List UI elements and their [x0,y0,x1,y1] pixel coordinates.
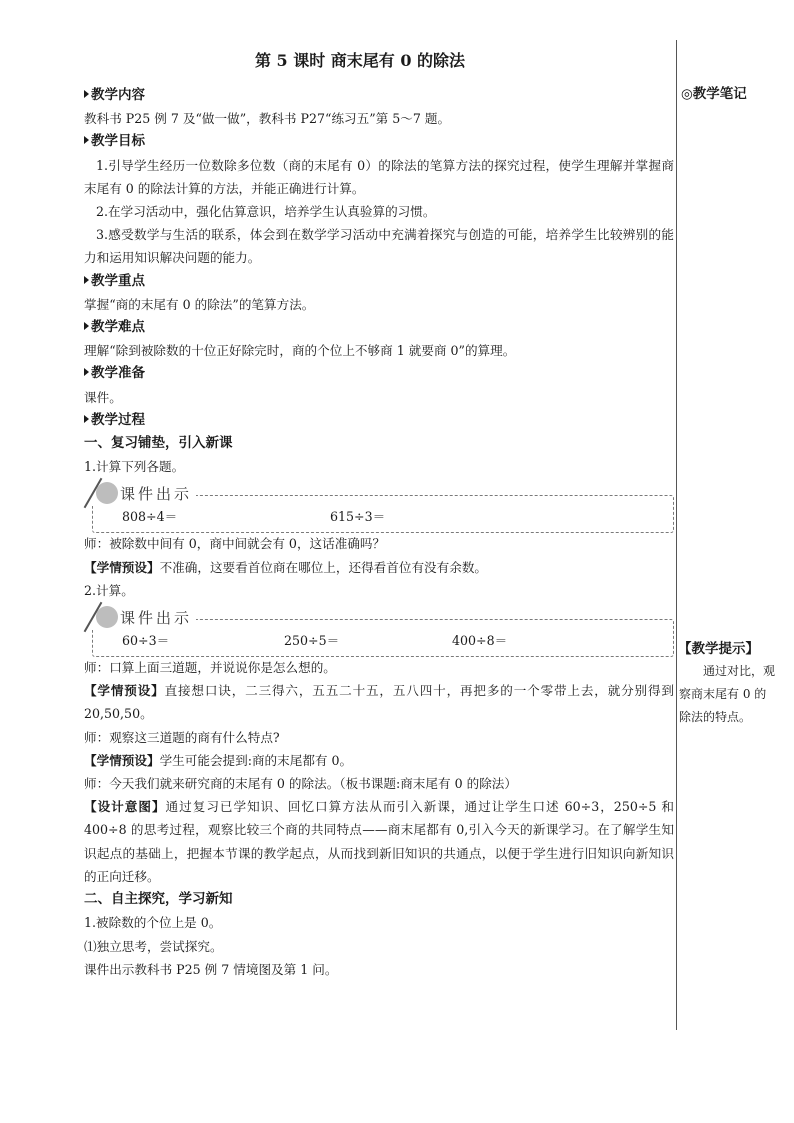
part1-step2: 2.计算。 [84,582,134,598]
teaching-tip-heading: 【教学提示】 [678,641,759,657]
tip-line: 察商末尾有 0 的 [679,687,767,701]
triangle-bullet-icon [84,368,89,376]
section-heading-prep: 教学准备 [84,362,674,385]
slash-icon [84,602,103,632]
equation: 808÷4＝ [122,509,178,525]
key-text: 掌握“商的末尾有 0 的除法”的笔算方法。 [84,296,315,312]
margin-divider [676,40,677,1030]
teacher-question: 师：今天我们就来研究商的末尾有 0 的除法。（板书课题:商末尾有 0 的除法） [84,776,517,792]
courseware-box-2 [84,608,674,652]
part2-heading: 二、自主探究，学习新知 [84,891,233,908]
equation: 250÷5＝ [284,633,340,649]
courseware-circle-icon [96,606,118,628]
section-heading-difficulty: 教学难点 [84,316,674,339]
part2-text1: 课件出示教科书 P25 例 7 情境图及第 1 问。 [84,961,338,977]
teacher-question: 师：观察这三道题的商有什么特点? [84,729,280,745]
courseware-box-1 [84,484,674,528]
main-content [84,84,674,981]
courseware-label: 课件出示 [84,480,196,506]
tip-line: 除法的特点。 [679,710,752,724]
content-text: 教科书 P25 例 7 及“做一做”，教科书 P27“练习五”第 5～7 题。 [84,111,451,127]
section-heading-content: 教学内容 [84,84,674,107]
design-intent: 【设计意图】通过复习已学知识、回忆口算方法从而引入新课，通过让学生口述 60÷3，250÷5 和 400÷8 的思考过程，观察比较三个商的共同特点——商末尾都有 0,引入今天的新课学习。在了解学生知识起点的基础上，把握本节课的教学起点，从而找到新旧知识的共通点，以便于学生进行旧知识向新知识的正向迁移。 [84,799,675,884]
teacher-question: 师：口算上面三道题，并说说你是怎么想的。 [84,660,336,676]
triangle-bullet-icon [84,136,89,144]
slash-icon [84,478,103,508]
triangle-bullet-icon [84,90,89,98]
triangle-bullet-icon [84,322,89,330]
tip-line: 通过对比，观 [703,664,776,678]
prep-text: 课件。 [84,389,122,405]
student-preset: 【学情预设】学生可能会提到:商的末尾都有 0。 [84,752,353,768]
equation: 400÷8＝ [452,633,508,649]
section-heading-process: 教学过程 [84,409,674,432]
equation: 60÷3＝ [122,633,170,649]
equation: 615÷3＝ [330,509,386,525]
teaching-tip-text [679,660,775,729]
part1-step1: 1.计算下列各题。 [84,459,185,475]
goal-item: 3.感受数学与生活的联系，体会到在数学学习活动中充满着探究与创造的可能，培养学生比较辨别的能力和运用知识解决问题的能力。 [84,227,674,266]
triangle-bullet-icon [84,415,89,423]
teacher-question: 师：被除数中间有 0，商中间就会有 0，这话准确吗？ [84,536,386,552]
section-heading-goals: 教学目标 [84,130,674,153]
courseware-label: 课件出示 [84,604,196,630]
goal-item: 2.在学习活动中，强化估算意识，培养学生认真验算的习惯。 [96,204,436,220]
student-preset: 【学情预设】直接想口诀，二三得六，五五二十五，五八四十，再把多的一个零带上去，就分别得到 20,50,50。 [84,683,675,722]
section-heading-key: 教学重点 [84,270,674,293]
part2-sub1: ⑴独立思考，尝试探究。 [84,938,223,954]
goal-item: 1.引导学生经历一位数除多位数（商的末尾有 0）的除法的笔算方法的探究过程，使学生理解并掌握商末尾有 0 的除法计算的方法，并能正确进行计算。 [84,157,674,196]
part2-step1: 1.被除数的个位上是 0。 [84,915,222,931]
student-preset: 【学情预设】不准确，这要看首位商在哪位上，还得看首位有没有余数。 [84,559,487,575]
teaching-notes-heading: ◎教学笔记 [681,86,747,102]
page-title: 第 5 课时 商末尾有 0 的除法 [254,51,466,70]
difficulty-text: 理解“除到被除数的十位正好除完时，商的个位上不够商 1 就要商 0”的算理。 [84,343,516,359]
triangle-bullet-icon [84,276,89,284]
part1-heading: 一、复习铺垫，引入新课 [84,435,233,452]
